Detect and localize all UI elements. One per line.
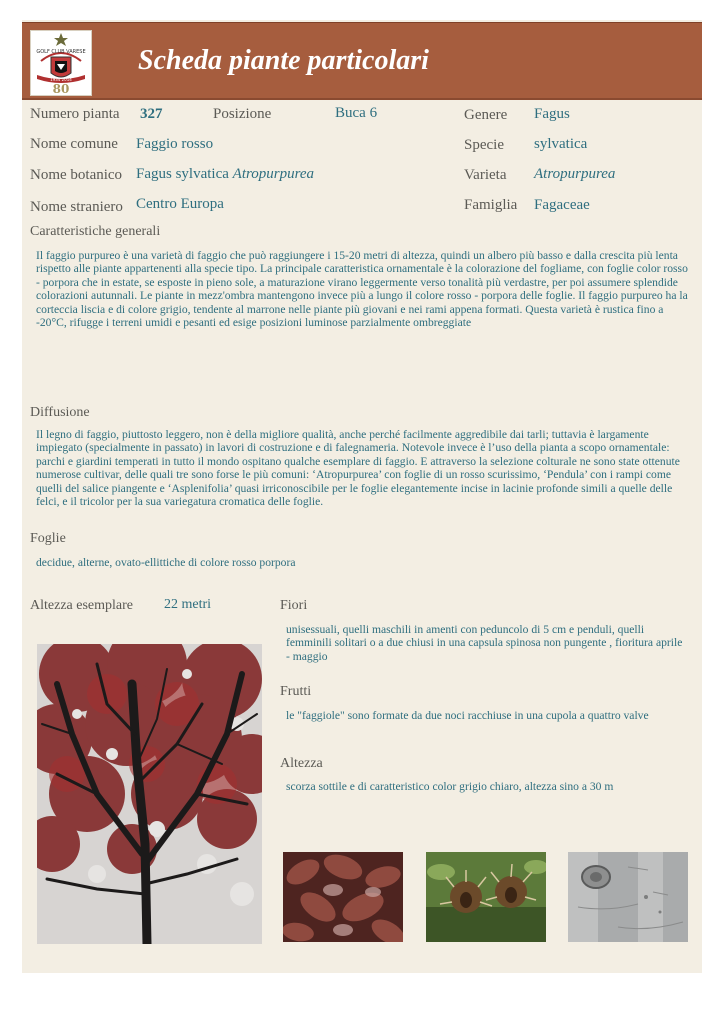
foglie-label: Foglie: [30, 531, 66, 546]
foglie-text: decidue, alterne, ovato-ellittiche di colore rosso porpora: [36, 556, 296, 569]
varieta-label: Varieta: [464, 167, 507, 183]
altezza-text: scorza sottile e di caratteristico color grigio chiaro, altezza sino a 30 m: [286, 780, 614, 793]
famiglia-label: Famiglia: [464, 197, 518, 213]
nome-botanico-value: [136, 166, 314, 183]
svg-text:GOLF CLUB VARESE: GOLF CLUB VARESE: [36, 49, 86, 55]
famiglia-value: Fagaceae: [534, 197, 590, 213]
frutti-text: le "faggiole" sono formate da due noci racchiuse in una cupola a quattro valve: [286, 709, 649, 722]
fiori-text: unisessuali, quelli maschili in amenti con peduncolo di 5 cm e penduli, quelli femminili solitari o a due chiusi in una capsula spinosa non pungente , fioritura aprile - maggio: [286, 623, 683, 663]
altezza-label: Altezza: [280, 756, 323, 771]
genere-value: Fagus: [534, 106, 570, 122]
nome-botanico-variety: Atropurpurea: [232, 166, 315, 182]
specie-label: Specie: [464, 137, 504, 153]
posizione-value: Buca 6: [335, 105, 378, 121]
altezza-esemplare-value: 22 metri: [164, 597, 212, 612]
fruits-photo: [426, 852, 546, 942]
diffusione-label: Diffusione: [30, 405, 90, 420]
caratteristiche-text: Il faggio purpureo è una varietà di faggio che può raggiungere i 15-20 metri di altezza, quindi un albero più basso e dalla crescita più lenta rispetto alle piante appartenenti alla specie tipo. La principale caratteristica ornamentale è la colorazione del fogliame, con foglie color rosso - porpora che in estate, se esposte in pieno sole, a maturazione virano leggermente verso tonalità più verdastre, per poi assumere splendide colorazioni autunnali. Le piante in mezz'ombra mantengono invece più a lungo il colore rosso - porpora delle foglie. Il faggio purpureo ha la corteccia liscia e di colore grigio, tendente al marrone nelle piante più giovani e nei rami appena formati. Questa varietà è rustica fino a -20°C, rifugge i terreni umidi e pesanti ed esige posizioni luminose parzialmente ombreggiate: [36, 249, 688, 330]
tree-photo: [37, 644, 262, 944]
logo-emblem-icon: [31, 31, 91, 95]
nome-straniero-label: Nome straniero: [30, 199, 123, 215]
numero-pianta-value: 327: [140, 106, 163, 122]
posizione-label: Posizione: [213, 106, 272, 122]
altezza-esemplare-label: Altezza esemplare: [30, 598, 133, 613]
page-title: Scheda piante particolari: [138, 45, 429, 76]
leaves-photo: [283, 852, 403, 942]
svg-text:80: 80: [52, 82, 70, 95]
plant-sheet: [22, 20, 702, 973]
genere-label: Genere: [464, 107, 508, 123]
nome-straniero-value: Centro Europa: [136, 196, 224, 212]
svg-text:1934 2014: 1934 2014: [50, 77, 72, 82]
nome-botanico-genus: Fagus sylvatica: [136, 166, 229, 182]
diffusione-text: Il legno di faggio, piuttosto leggero, non è della migliore qualità, anche perché facilmente aggredibile dai tarli; tuttavia è largamente impiegato (specialmente in passato) in lavori di costruzione e di falegnameria. Notevole invece è l’uso della pianta a scopo ornamentale: parchi e giardini temperati in tutto il mondo ospitano qualche esemplare di faggio. E attraverso la selezione colturale ne sono state ottenute numerose cultivar, delle quali tre sono forse le più comuni: ‘Atropurpurea’ con foglie di un rosso scurissimo, ‘Pendula’ con i rampi come quelli del salice piangente e ‘Asplenifolia’ quasi irriconoscibile per le foglie elegantemente incise in lacinie profonde simili a quelle delle felci, e il tricolor per la sua variegatura cromatica delle foglie.: [36, 428, 680, 509]
varieta-value: Atropurpurea: [534, 166, 616, 182]
nome-comune-value: Faggio rosso: [136, 136, 214, 152]
nome-comune-label: Nome comune: [30, 136, 118, 152]
caratteristiche-label: Caratteristiche generali: [30, 224, 161, 239]
nome-botanico-label: Nome botanico: [30, 167, 123, 183]
header-bar: [22, 22, 702, 100]
bark-photo: [568, 852, 688, 942]
numero-pianta-label: Numero pianta: [30, 106, 120, 122]
fiori-label: Fiori: [280, 598, 308, 613]
golf-club-logo: [30, 30, 92, 96]
frutti-label: Frutti: [280, 684, 312, 699]
specie-value: sylvatica: [534, 136, 588, 152]
